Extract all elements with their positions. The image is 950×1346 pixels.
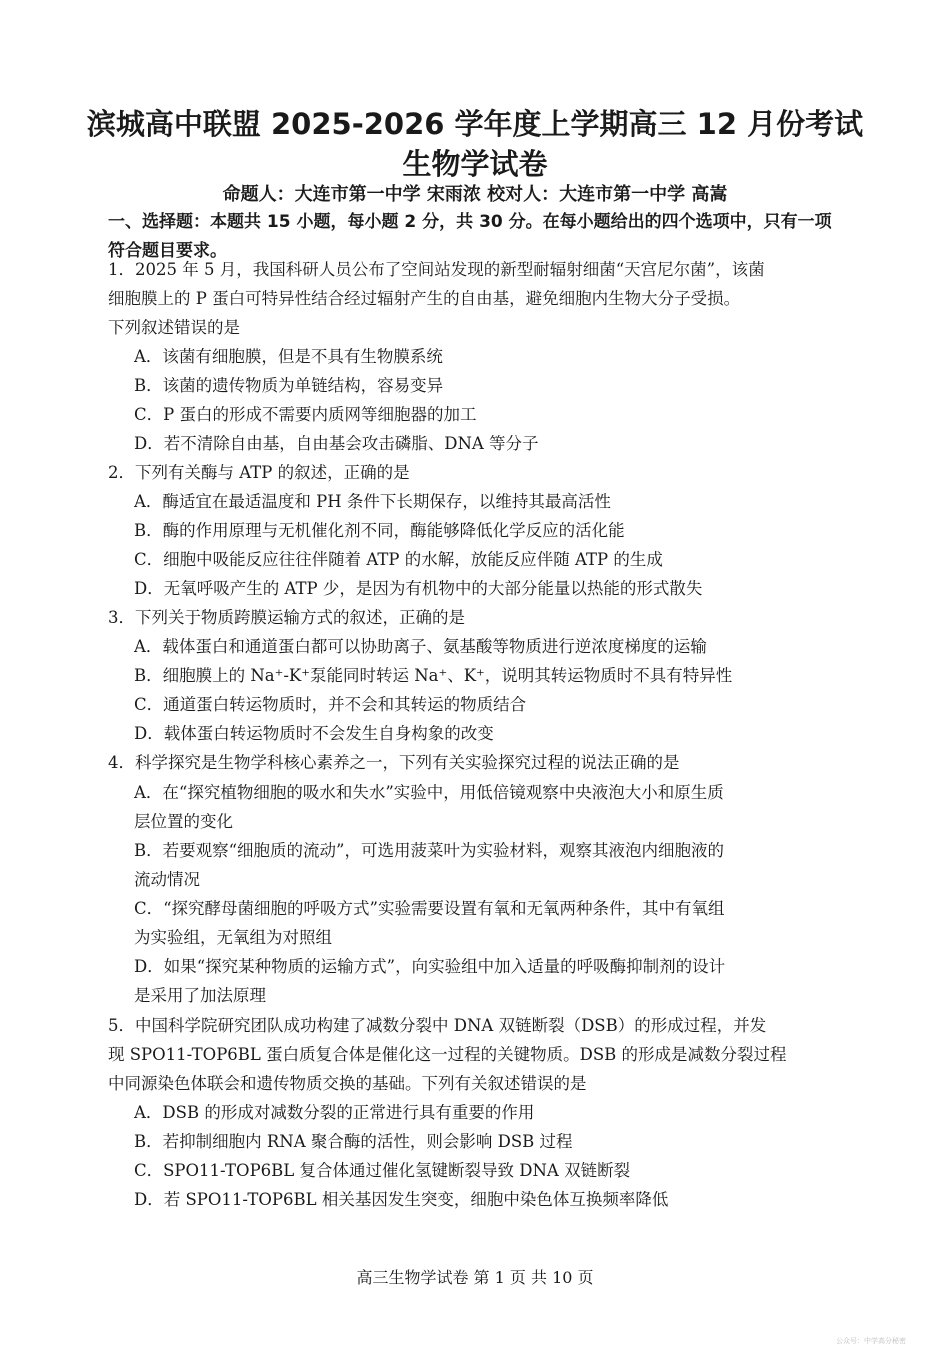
question-2-option-d: D．无氧呼吸产生的 ATP 少，是因为有机物中的大部分能量以热能的形式散失 xyxy=(134,579,703,598)
question-2-option-b: B．酶的作用原理与无机催化剂不同，酶能够降低化学反应的活化能 xyxy=(134,521,625,540)
question-4-option-a-cont: 层位置的变化 xyxy=(134,812,233,831)
question-4-option-b-cont: 流动情况 xyxy=(134,870,200,889)
question-1-stem-line-2: 细胞膜上的 P 蛋白可特异性结合经过辐射产生的自由基，避免细胞内生物大分子受损。 xyxy=(108,289,741,308)
question-1-option-c: C．P 蛋白的形成不需要内质网等细胞器的加工 xyxy=(134,405,477,424)
question-4-option-d-cont: 是采用了加法原理 xyxy=(134,986,266,1005)
question-1-stem-line-1: 1．2025 年 5 月，我国科研人员公布了空间站发现的新型耐辐射细菌“天宫尼尔菌”，该菌 xyxy=(108,260,765,279)
page-footer: 高三生物学试卷 第 1 页 共 10 页 xyxy=(356,1268,594,1287)
question-4-option-b: B．若要观察“细胞质的流动”，可选用菠菜叶为实验材料，观察其液泡内细胞液的 xyxy=(134,841,724,860)
question-2-option-a: A．酶适宜在最适温度和 PH 条件下长期保存，以维持其最高活性 xyxy=(134,492,611,511)
question-4-option-d: D．如果“探究某种物质的运输方式”，向实验组中加入适量的呼吸酶抑制剂的设计 xyxy=(134,957,726,976)
question-1-option-d: D．若不清除自由基，自由基会攻击磷脂、DNA 等分子 xyxy=(134,434,539,453)
question-5-option-c: C．SPO11-TOP6BL 复合体通过催化氢键断裂导致 DNA 双链断裂 xyxy=(134,1161,631,1180)
question-5-option-a: A．DSB 的形成对减数分裂的正常进行具有重要的作用 xyxy=(134,1103,535,1122)
question-5-stem-line-2: 现 SPO11-TOP6BL 蛋白质复合体是催化这一过程的关键物质。DSB 的形成是减数分裂过程 xyxy=(108,1045,787,1064)
question-1-stem-line-3: 下列叙述错误的是 xyxy=(108,318,240,337)
question-2-option-c: C．细胞中吸能反应往往伴随着 ATP 的水解，放能反应伴随 ATP 的生成 xyxy=(134,550,663,569)
question-5-stem-line-1: 5．中国科学院研究团队成功构建了减数分裂中 DNA 双链断裂（DSB）的形成过程，并发 xyxy=(108,1016,767,1035)
question-4-option-c-cont: 为实验组，无氧组为对照组 xyxy=(134,928,332,947)
authors-line: 命题人：大连市第一中学 宋雨浓 校对人：大连市第一中学 高嵩 xyxy=(222,184,728,205)
question-3-option-d: D．载体蛋白转运物质时不会发生自身构象的改变 xyxy=(134,724,494,743)
question-4-option-c: C．“探究酵母菌细胞的呼吸方式”实验需要设置有氧和无氧两种条件，其中有氧组 xyxy=(134,899,725,918)
question-3-option-c: C．通道蛋白转运物质时，并不会和其转运的物质结合 xyxy=(134,695,527,714)
question-2-stem: 2．下列有关酶与 ATP 的叙述，正确的是 xyxy=(108,463,410,482)
question-5-option-b: B．若抑制细胞内 RNA 聚合酶的活性，则会影响 DSB 过程 xyxy=(134,1132,573,1151)
question-5-stem-line-3: 中同源染色体联会和遗传物质交换的基础。下列有关叙述错误的是 xyxy=(108,1074,587,1093)
question-4-option-a: A．在“探究植物细胞的吸水和失水”实验中，用低倍镜观察中央液泡大小和原生质 xyxy=(134,783,724,802)
subject-title: 生物学试卷 xyxy=(402,147,548,181)
exam-title: 滨城高中联盟 2025-2026 学年度上学期高三 12 月份考试 xyxy=(86,107,864,141)
question-1-option-b: B．该菌的遗传物质为单链结构，容易变异 xyxy=(134,376,444,395)
section-heading: 一、选择题：本题共 15 小题，每小题 2 分，共 30 分。在每小题给出的四个选项中，只有一项符合题目要求。 xyxy=(108,212,832,261)
question-3-option-a: A．载体蛋白和通道蛋白都可以协助离子、氨基酸等物质进行逆浓度梯度的运输 xyxy=(134,637,707,656)
question-5-option-d: D．若 SPO11-TOP6BL 相关基因发生突变，细胞中染色体互换频率降低 xyxy=(134,1190,669,1209)
question-1-option-a: A．该菌有细胞膜，但是不具有生物膜系统 xyxy=(134,347,443,366)
question-4-stem: 4．科学探究是生物学科核心素养之一，下列有关实验探究过程的说法正确的是 xyxy=(108,753,680,772)
question-3-option-b: B．细胞膜上的 Na⁺-K⁺泵能同时转运 Na⁺、K⁺，说明其转运物质时不具有特异性 xyxy=(134,666,733,685)
question-3-stem: 3．下列关于物质跨膜运输方式的叙述，正确的是 xyxy=(108,608,465,627)
watermark: 公众号：中学高分秘密 xyxy=(836,1337,906,1345)
